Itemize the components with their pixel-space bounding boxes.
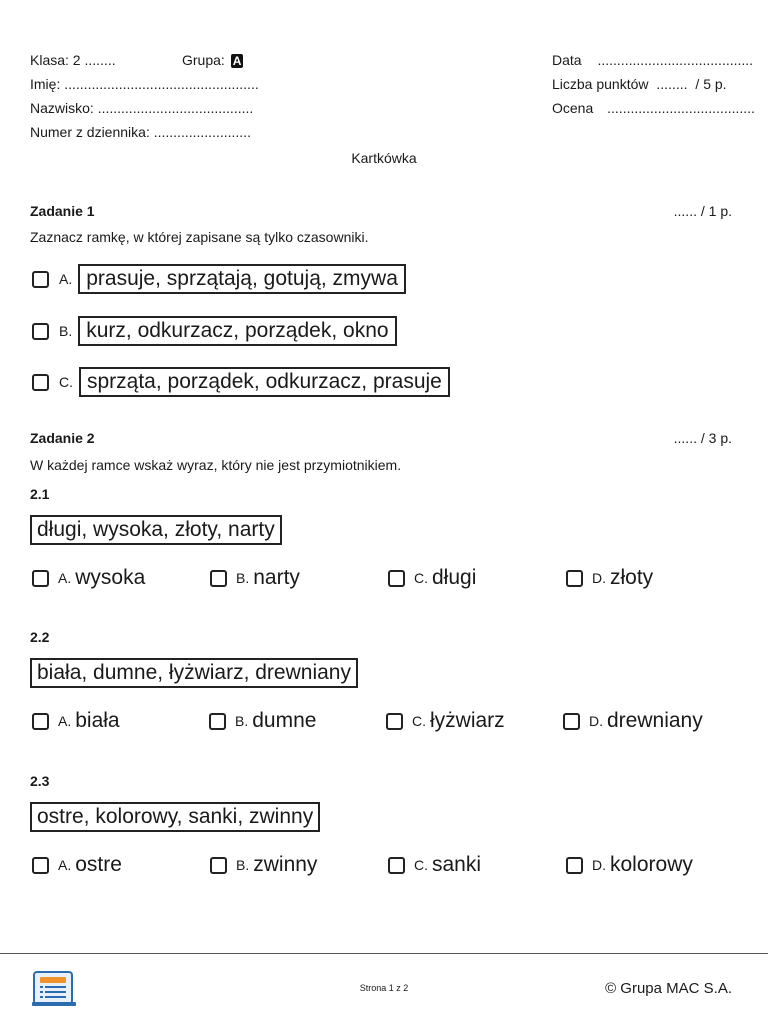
- choice-letter: A.: [58, 570, 72, 586]
- imie-label: Imię:: [30, 76, 61, 92]
- subtask-2-1-choice-c[interactable]: [388, 566, 476, 590]
- checkbox[interactable]: [32, 271, 49, 288]
- ocena-field: [552, 100, 755, 116]
- option-text-frame: prasuje, sprzątają, gotują, zmywa: [78, 264, 406, 294]
- numer-label: Numer z dziennika:: [30, 124, 150, 140]
- klasa-field: [30, 52, 116, 68]
- copyright: © Grupa MAC S.A.: [605, 980, 732, 997]
- nazwisko-field: [30, 100, 253, 116]
- data-dots: ........................................: [597, 52, 754, 68]
- choice-word: drewniany: [607, 709, 703, 732]
- grupa-label: Grupa:: [182, 52, 225, 68]
- choice-word: długi: [432, 566, 477, 589]
- klasa-dots: ........: [84, 52, 116, 68]
- subtask-2-2-choice-b[interactable]: [209, 709, 316, 733]
- subtask-2-2-choice-d[interactable]: [563, 709, 703, 733]
- imie-field: [30, 76, 259, 92]
- task1-option-b[interactable]: [32, 316, 397, 346]
- page-title: Kartkówka: [351, 150, 417, 166]
- subtask-2-1-choice-a[interactable]: [32, 566, 145, 590]
- ocena-label: Ocena: [552, 100, 594, 116]
- data-label: Data: [552, 52, 582, 68]
- choice-word: biała: [75, 709, 120, 732]
- task2-heading: Zadanie 2: [30, 430, 95, 446]
- checkbox[interactable]: [388, 570, 405, 587]
- choice-word: sanki: [432, 853, 482, 876]
- grupa-field: [182, 52, 243, 68]
- checkbox[interactable]: [209, 713, 226, 730]
- subtask-2-1-label: 2.1: [30, 486, 50, 502]
- choice-letter: A.: [58, 713, 72, 729]
- punkty-label: Liczba punktów: [552, 76, 649, 92]
- checkbox[interactable]: [32, 857, 49, 874]
- page-number: Strona 1 z 2: [359, 983, 409, 993]
- task1-instruction: Zaznacz ramkę, w której zapisane są tylko czasowniki.: [30, 229, 369, 245]
- choice-letter: C.: [414, 857, 428, 873]
- checkbox[interactable]: [32, 713, 49, 730]
- task2-instruction: W każdej ramce wskaż wyraz, który nie jest przymiotnikiem.: [30, 457, 402, 473]
- task2-points: ...... / 3 p.: [673, 430, 732, 446]
- choice-letter: B.: [236, 570, 250, 586]
- task1-points: ...... / 1 p.: [673, 203, 732, 219]
- option-text-frame: sprząta, porządek, odkurzacz, prasuje: [79, 367, 450, 397]
- subtask-2-3-choice-b[interactable]: [210, 853, 317, 877]
- choice-letter: C.: [414, 570, 428, 586]
- task1-option-a[interactable]: [32, 264, 406, 294]
- choice-letter: B.: [235, 713, 249, 729]
- checkbox[interactable]: [32, 570, 49, 587]
- checkbox[interactable]: [386, 713, 403, 730]
- subtask-2-2-choice-c[interactable]: [386, 709, 505, 733]
- choice-word: złoty: [610, 566, 654, 589]
- footer-divider: [0, 953, 768, 954]
- choice-letter: D.: [592, 570, 606, 586]
- subtask-2-3-choice-d[interactable]: [566, 853, 693, 877]
- choice-word: kolorowy: [610, 853, 693, 876]
- option-letter: B.: [59, 323, 73, 339]
- subtask-2-2-frame: biała, dumne, łyżwiarz, drewniany: [30, 658, 358, 688]
- choice-word: łyżwiarz: [430, 709, 505, 732]
- choice-word: ostre: [75, 853, 122, 876]
- choice-word: narty: [253, 566, 300, 589]
- punkty-field: [552, 76, 727, 92]
- checkbox[interactable]: [566, 857, 583, 874]
- nazwisko-dots: ........................................: [97, 100, 254, 116]
- task1-heading: Zadanie 1: [30, 203, 95, 219]
- choice-word: dumne: [252, 709, 317, 732]
- imie-dots: ..................................................: [64, 76, 259, 92]
- data-field: [552, 52, 753, 68]
- subtask-2-1-frame: długi, wysoka, złoty, narty: [30, 515, 282, 545]
- subtask-2-3-choice-c[interactable]: [388, 853, 481, 877]
- subtask-2-2-label: 2.2: [30, 629, 50, 645]
- option-letter: C.: [59, 374, 73, 390]
- option-letter: A.: [59, 271, 73, 287]
- checkbox[interactable]: [210, 570, 227, 587]
- checkbox[interactable]: [32, 374, 49, 391]
- task1-option-c[interactable]: [32, 367, 450, 397]
- subtask-2-3-label: 2.3: [30, 773, 50, 789]
- checkbox[interactable]: [566, 570, 583, 587]
- choice-letter: D.: [589, 713, 603, 729]
- numer-dots: .........................: [153, 124, 251, 140]
- checkbox[interactable]: [563, 713, 580, 730]
- option-text-frame: kurz, odkurzacz, porządek, okno: [78, 316, 396, 346]
- nazwisko-label: Nazwisko:: [30, 100, 94, 116]
- task1-header: [30, 203, 732, 219]
- choice-letter: D.: [592, 857, 606, 873]
- subtask-2-3-choice-a[interactable]: [32, 853, 122, 877]
- checkbox[interactable]: [210, 857, 227, 874]
- subtask-2-1-choice-d[interactable]: [566, 566, 653, 590]
- choice-letter: A.: [58, 857, 72, 873]
- subtask-2-2-choice-a[interactable]: [32, 709, 120, 733]
- grupa-badge: A: [232, 54, 242, 68]
- punkty-dots: ........: [656, 76, 688, 92]
- choice-word: wysoka: [75, 566, 146, 589]
- checkbox[interactable]: [388, 857, 405, 874]
- subtask-2-3-frame: ostre, kolorowy, sanki, zwinny: [30, 802, 320, 832]
- choice-word: zwinny: [253, 853, 318, 876]
- ocena-dots: ......................................: [607, 100, 755, 116]
- numer-field: [30, 124, 251, 140]
- choice-letter: B.: [236, 857, 250, 873]
- klasa-label: Klasa: 2: [30, 52, 81, 68]
- choice-letter: C.: [412, 713, 426, 729]
- checkbox[interactable]: [32, 323, 49, 340]
- task2-header: [30, 430, 732, 446]
- punkty-max: / 5 p.: [695, 76, 727, 92]
- subtask-2-1-choice-b[interactable]: [210, 566, 300, 590]
